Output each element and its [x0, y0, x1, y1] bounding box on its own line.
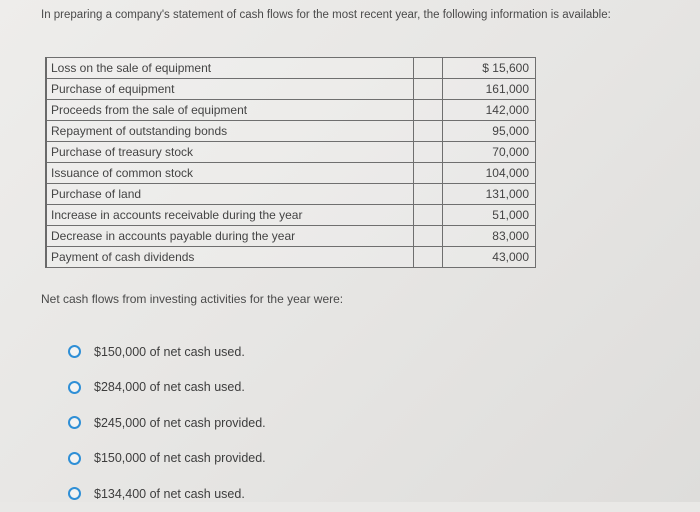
- row-label: Repayment of outstanding bonds: [46, 121, 414, 142]
- row-value: 142,000: [443, 100, 536, 121]
- answer-option-3[interactable]: [68, 405, 266, 441]
- table-row: [46, 58, 536, 79]
- table-row: [46, 121, 536, 142]
- table-row: [46, 226, 536, 247]
- option-label[interactable]: $134,400 of net cash used.: [94, 486, 245, 501]
- row-value: 83,000: [443, 226, 536, 247]
- row-label: Purchase of equipment: [46, 79, 414, 100]
- intro-text: In preparing a company's statement of cash flows for the most recent year, the following information is available:: [41, 9, 611, 21]
- table-row: [46, 247, 536, 268]
- option-label[interactable]: $150,000 of net cash used.: [94, 344, 245, 359]
- answer-option-4[interactable]: [68, 441, 266, 477]
- table-row: [46, 79, 536, 100]
- row-label: Proceeds from the sale of equipment: [46, 100, 414, 121]
- row-label: Decrease in accounts payable during the year: [46, 226, 414, 247]
- row-label: Purchase of land: [46, 184, 414, 205]
- row-value: 51,000: [443, 205, 536, 226]
- row-label: Issuance of common stock: [46, 163, 414, 184]
- answer-options: [68, 334, 266, 512]
- question-text: Net cash flows from investing activities for the year were:: [41, 292, 344, 306]
- row-label: Payment of cash dividends: [46, 247, 414, 268]
- table-row: [46, 184, 536, 205]
- answer-option-1[interactable]: [68, 334, 266, 370]
- option-label[interactable]: $245,000 of net cash provided.: [94, 415, 266, 430]
- info-table: [45, 57, 536, 268]
- row-value: 161,000: [443, 79, 536, 100]
- row-value: 43,000: [443, 247, 536, 268]
- option-label[interactable]: $284,000 of net cash used.: [94, 380, 245, 395]
- row-value: 95,000: [443, 121, 536, 142]
- row-value: 131,000: [443, 184, 536, 205]
- answer-option-2[interactable]: [68, 370, 266, 406]
- row-value: 104,000: [443, 163, 536, 184]
- radio-button-icon[interactable]: [68, 452, 81, 465]
- row-value: $ 15,600: [443, 58, 536, 79]
- row-label: Increase in accounts receivable during the year: [46, 205, 414, 226]
- row-label: Purchase of treasury stock: [46, 142, 414, 163]
- table-row: [46, 163, 536, 184]
- answer-option-5[interactable]: [68, 476, 266, 512]
- radio-button-icon[interactable]: [68, 381, 81, 394]
- radio-button-icon[interactable]: [68, 345, 81, 358]
- radio-button-icon[interactable]: [68, 487, 81, 500]
- row-label: Loss on the sale of equipment: [46, 58, 414, 79]
- radio-button-icon[interactable]: [68, 416, 81, 429]
- table-row: [46, 142, 536, 163]
- row-value: 70,000: [443, 142, 536, 163]
- table-row: [46, 205, 536, 226]
- table-row: [46, 100, 536, 121]
- option-label[interactable]: $150,000 of net cash provided.: [94, 451, 266, 466]
